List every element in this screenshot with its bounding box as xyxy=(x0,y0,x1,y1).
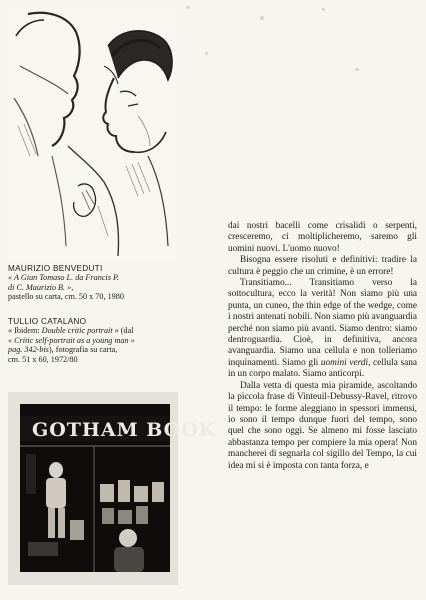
essay-paragraph xyxy=(228,278,417,381)
essay-paragraph: dai nostri bacelli come crisalidi o serpenti, cresceremo, ci moltiplicheremo, saremo gli uomini nuovi. L'uomo nuovo! xyxy=(228,221,417,254)
paper-speck xyxy=(186,6,190,9)
paper-speck xyxy=(355,68,359,71)
paper-speck xyxy=(205,52,208,55)
paper-speck xyxy=(322,8,325,11)
essay-paragraph: Dalla vetta di questa mia piramide, ascoltando la piccola frase di Vinteuil-Debussy-Ravel, ritrovo il tempo: le forme aleggiano in spessori immensi, io sono il tempo dunque fuori del tempo, sono quel che sono oggi. Se almeno mi fosse lasciato abbastanza tempo per compiere la mia opera! Non mancherei di segnarla col sigillo del Tempo, la cui idea mi si è imposta con tanta forza, e xyxy=(228,380,417,471)
artwork-title: Double critic portrait xyxy=(41,326,113,336)
artwork-caption-benveduti xyxy=(8,264,183,302)
pastel-drawing-artwork xyxy=(8,6,176,262)
artwork-medium: pastello su carta, cm. 50 x 70, 1980 xyxy=(8,292,124,302)
artwork-medium: ), fotografia su carta, xyxy=(48,345,118,355)
artist-name: MAURIZIO BENVEDUTI xyxy=(8,264,103,273)
artwork-dimensions: cm. 51 x 60, 1972/80 xyxy=(8,354,78,364)
caption-text: » (dal xyxy=(112,326,134,336)
essay-emphasis: uomini verdi xyxy=(320,357,369,368)
page-reference: pag. 342-bis xyxy=(8,345,49,355)
bookstore-photograph xyxy=(8,392,217,585)
essay-text-column xyxy=(228,221,417,472)
essay-paragraph-text: Siamo gli xyxy=(282,357,321,368)
essay-paragraph-text: Transitiamo... Transitiamo verso la sottocultura, ecco la verità! Non siamo più una punta, un cuneo, the thin edge of the wedge, come i nostri antenati nobili. Non siamo più avanguardia perché non siamo più avanti. Siamo dentro: siamo dentroguardia. Cioè, in definitiva, ancora avanguardia. Siamo una cellula e non tolleriamo inquinamenti. xyxy=(228,278,417,368)
artwork-source-title: « Critic self-portrait as a young man » xyxy=(8,335,135,345)
artist-name: TULLIO CATALANO xyxy=(8,317,87,326)
artwork-title-line: di C. Maurizio B. », xyxy=(8,282,74,292)
paper-speck xyxy=(260,16,264,20)
artwork-title-line: « A Gian Tomaso L. da Francis P. xyxy=(8,273,119,283)
essay-paragraph: Bisogna essere risoluti e definitivi: tradire la cultura è peggio che un crimine, è un errore! xyxy=(228,255,417,277)
essay-paragraph-text: , cellula sana in un corpo malato. Siamo anticorpi. xyxy=(228,357,417,380)
artwork-caption-catalano xyxy=(8,317,183,364)
caption-text: « Ibidem: xyxy=(8,326,42,336)
store-sign-text: GOTHAM BOOK xyxy=(32,419,217,441)
